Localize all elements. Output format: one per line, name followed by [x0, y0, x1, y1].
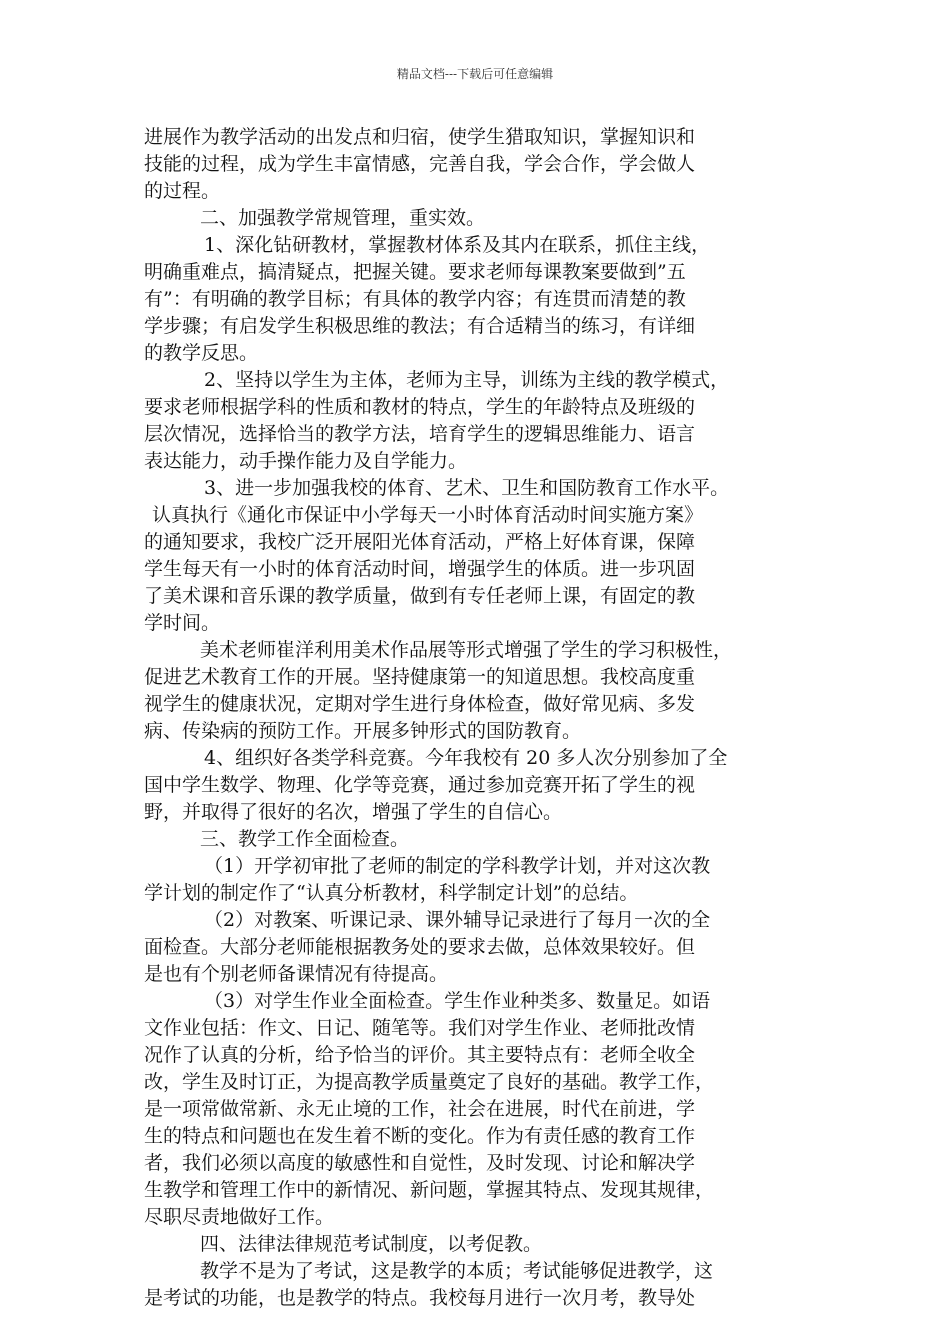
text-line: 进展作为教学活动的出发点和归宿，使学生猎取知识，掌握知识和: [144, 126, 696, 148]
text-line: 尽职尽责地做好工作。: [144, 1206, 335, 1228]
text-line: 美术老师崔洋利用美术作品展等形式增强了学生的学习积极性，: [200, 639, 733, 661]
text-line: 是也有个别老师备课情况有待提高。: [144, 963, 449, 985]
text-line: 2、坚持以学生为主体，老师为主导，训练为主线的教学模式，: [204, 369, 730, 391]
text-line: 层次情况，选择恰当的教学方法，培育学生的逻辑思维能力、语言: [144, 423, 696, 445]
text-line: 要求老师根据学科的性质和教材的特点，学生的年龄特点及班级的: [144, 396, 696, 418]
text-line: 学生每天有一小时的体育活动时间，增强学生的体质。进一步巩固: [144, 558, 696, 580]
text-line: 的教学反思。: [144, 342, 259, 364]
text-line: （1）开学初审批了老师的制定的学科教学计划，并对这次教: [204, 855, 711, 877]
text-line: 野，并取得了很好的名次，增强了学生的自信心。: [144, 801, 563, 823]
text-line: 教学不是为了考试，这是教学的本质；考试能够促进教学，这: [200, 1260, 714, 1282]
text-line: 改，学生及时订正，为提高教学质量奠定了良好的基础。教学工作，: [144, 1071, 715, 1093]
text-line: 三、教学工作全面检查。: [200, 828, 410, 850]
text-line: 学步骤；有启发学生积极思维的教法；有合适精当的练习，有详细: [144, 315, 696, 337]
text-line: 四、法律法律规范考试制度，以考促教。: [200, 1233, 543, 1255]
text-line: 文作业包括：作文、日记、随笔等。我们对学生作业、老师批改情: [144, 1017, 696, 1039]
text-line: 视学生的健康状况，定期对学生进行身体检查，做好常见病、多发: [144, 693, 696, 715]
text-line: 是一项常做常新、永无止境的工作，社会在进展，时代在前进，学: [144, 1098, 696, 1120]
text-line: 学计划的制定作了“认真分析教材，科学制定计划”的总结。: [144, 882, 639, 904]
text-line: 的过程。: [144, 180, 221, 202]
text-line: 的通知要求，我校广泛开展阳光体育活动，严格上好体育课，保障: [144, 531, 696, 553]
text-line: 生的特点和问题也在发生着不断的变化。作为有责任感的教育工作: [144, 1125, 696, 1147]
text-line: 3、进一步加强我校的体育、艺术、卫生和国防教育工作水平。: [204, 477, 730, 499]
text-line: 认真执行《通化市保证中小学每天一小时体育活动时间实施方案》: [152, 504, 704, 526]
text-line: 有”：有明确的教学目标；有具体的教学内容；有连贯而清楚的教: [144, 288, 686, 310]
text-line: （2）对教案、听课记录、课外辅导记录进行了每月一次的全: [204, 909, 711, 931]
text-line: 表达能力，动手操作能力及自学能力。: [144, 450, 468, 472]
text-line: 是考试的功能，也是教学的特点。我校每月进行一次月考，教导处: [144, 1287, 696, 1309]
text-line: 者，我们必须以高度的敏感性和自觉性，及时发现、讨论和解决学: [144, 1152, 696, 1174]
text-line: 面检查。大部分老师能根据教务处的要求去做，总体效果较好。但: [144, 936, 696, 958]
text-line: 了美术课和音乐课的教学质量，做到有专任老师上课，有固定的教: [144, 585, 696, 607]
document-body: [144, 124, 812, 1312]
text-line: 促进艺术教育工作的开展。坚持健康第一的知道思想。我校高度重: [144, 666, 696, 688]
text-line: 技能的过程，成为学生丰富情感，完善自我，学会合作，学会做人: [144, 153, 696, 175]
text-line: 4、组织好各类学科竞赛。今年我校有 20 多人次分别参加了全: [204, 747, 728, 769]
text-line: （3）对学生作业全面检查。学生作业种类多、数量足。如语: [204, 990, 711, 1012]
text-line: 二、加强教学常规管理，重实效。: [200, 207, 486, 229]
text-line: 生教学和管理工作中的新情况、新问题，掌握其特点、发现其规律，: [144, 1179, 715, 1201]
page-header: 精品文档---下载后可任意编辑: [396, 67, 554, 81]
text-line: 病、传染病的预防工作。开展多钟形式的国防教育。: [144, 720, 582, 742]
text-line: 国中学生数学、物理、化学等竞赛，通过参加竞赛开拓了学生的视: [144, 774, 696, 796]
text-line: 1、深化钻研教材，掌握教材体系及其内在联系，抓住主线，: [204, 234, 711, 256]
text-line: 学时间。: [144, 612, 221, 634]
text-line: 明确重难点，搞清疑点，把握关键。要求老师每课教案要做到”五: [144, 261, 686, 283]
text-line: 况作了认真的分析，给予恰当的评价。其主要特点有：老师全收全: [144, 1044, 696, 1066]
